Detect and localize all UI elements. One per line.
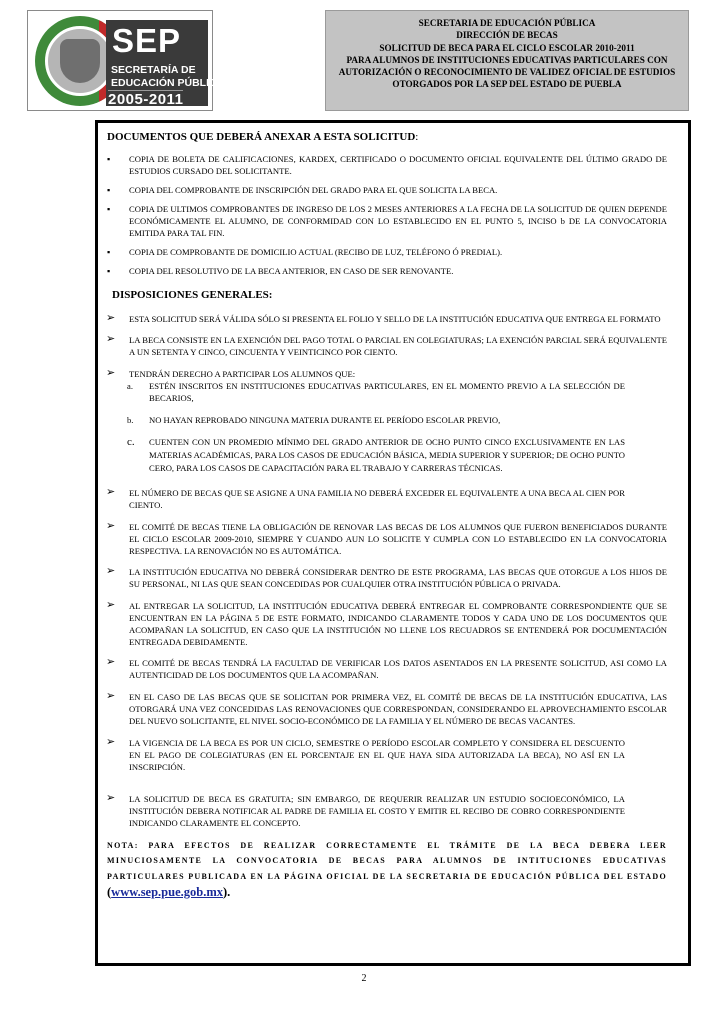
arrow-bullet-icon: ➢ [106, 366, 116, 379]
logo-acronym: SEP [112, 22, 182, 59]
sep-logo [27, 10, 225, 111]
arrow-bullet-icon: ➢ [106, 332, 116, 345]
sub-list-item: a. ESTÉN INSCRITOS EN INSTITUCIONES EDUCATIVAS PARTICULARES, EN EL MOMENTO PREVIO A LA SELECCIÓN DE BECARIOS, [127, 381, 625, 403]
list-item: ➢ EL NÚMERO DE BECAS QUE SE ASIGNE A UNA FAMILIA NO DEBERÁ EXCEDER EL EQUIVALENTE A UNA BECA AL CIEN POR CIENTO. [106, 485, 625, 510]
header-line: DIRECCIÓN DE BECAS [456, 30, 558, 41]
list-item: ➢ EN EL CASO DE LAS BECAS QUE SE SOLICITAN POR PRIMERA VEZ, EL COMITÉ DE BECAS DE LA INSTITUCIÓN EDUCATIVA, LAS OTORGARÁ UNA VEZ CONCEDIDAS LAS RENOVACIONES QUE CORRESPONDAN, CONSIDERANDO EL APROVECHAMIENTO ESCOLAR DEL NUEVO SOLICITANTE, EL NIVEL SOCIO-ECONÓMICO DE LA FAMILIA Y EL NÚMERO DE BECAS VACANTES. [106, 689, 667, 726]
page-number: 2 [361, 973, 367, 984]
list-item: ▪ COPIA DEL COMPROBANTE DE INSCRIPCIÓN DEL GRADO PARA EL QUE SOLICITA LA BECA. [107, 185, 498, 195]
square-bullet-icon: ▪ [107, 204, 111, 214]
list-item: ➢ EL COMITÉ DE BECAS TENDRÁ LA FACULTAD DE VERIFICAR LOS DATOS ASENTADOS EN LA PRESENTE SOLICITUD, ASI COMO LA AUTENTICIDAD DE LOS DOCUMENTOS QUE LA ACOMPAÑAN. [106, 655, 667, 680]
list-item: ▪ COPIA DE ULTIMOS COMPROBANTES DE INGRESO DE LOS 2 MESES ANTERIORES A LA FECHA DE LA SOLICITUD DE QUIEN DEPENDE ECONÓMICAMENTE EL ALUMNO, DE CONFORMIDAD CON LO ESTABLECIDO EN EL PUNTO 5, INCISO b DE LA CONVOCATORIA EMITIDA PARA TAL FIN. [107, 204, 667, 238]
logo-line-2: EDUCACIÓN PÚBLICA [111, 77, 225, 89]
header-line: PARA ALUMNOS DE INSTITUCIONES EDUCATIVAS PARTICULARES CON [346, 54, 668, 65]
list-item: ➢ ESTA SOLICITUD SERÁ VÁLIDA SÓLO SI PRESENTA EL FOLIO Y SELLO DE LA INSTITUCIÓN EDUCATIVA QUE ENTREGA EL FORMATO [106, 311, 661, 324]
arrow-bullet-icon: ➢ [106, 735, 116, 748]
sub-list-item: c. CUENTEN CON UN PROMEDIO MÍNIMO DEL GRADO ANTERIOR DE OCHO PUNTO CINCO EXCLUSIVAMENTE EN LAS MATERIAS ACADÉMICAS, PARA LOS CASOS DE EDUCACIÓN BÁSICA, MEDIA SUPERIOR Y SUPERIOR; DE OCHO PUNTO CERO, PARA LOS CASOS DE CAPACITACIÓN PARA EL TRABAJO Y CARRERAS TÉCNICAS. [127, 436, 625, 473]
list-item: ➢ AL ENTREGAR LA SOLICITUD, LA INSTITUCIÓN EDUCATIVA DEBERÁ ENTREGAR EL COMPROBANTE CORRESPONDIENTE QUE SE ENCUENTRAN EN LA PÁGINA 5 DE ESTE FORMATO, INDICANDO CLARAMENTE TODOS Y CADA UNO DE LOS DOCUMENTOS QUE ACOMPAÑAN LA SOLICITUD, EN CASO QUE LA INSTITUCIÓN NO LLENE LOS RECUADROS SE ENTENDERÁ POR DOCUMENTACIÓN ENTREGADA DEBIDAMENTE. [106, 598, 667, 647]
list-item: ➢ LA BECA CONSISTE EN LA EXENCIÓN DEL PAGO TOTAL O PARCIAL EN COLEGIATURAS; LA EXENCIÓN PARCIAL SERÁ EQUIVALENTE A UN SETENTA Y CINCO, CINCUENTA Y VEINTICINCO POR CIENTO. [106, 332, 667, 357]
arrow-bullet-icon: ➢ [106, 564, 116, 577]
logo-line-1: SECRETARÍA DE [111, 64, 196, 76]
list-item: ➢ LA VIGENCIA DE LA BECA ES POR UN CICLO, SEMESTRE O PERÍODO ESCOLAR COMPLETO Y CONSIDERA EL DESCUENTO EN EL PAGO DE COLEGIATURAS (EN EL PORCENTAJE EN EL QUE HAYA SIDA AUTORIZADA LA BECA), NO ASÍ EN LA INSCRIPCIÓN. [106, 735, 625, 772]
document-header [325, 10, 689, 111]
documents-title: DOCUMENTOS QUE DEBERÁ ANEXAR A ESTA SOLICITUD: [107, 131, 419, 143]
list-item: ➢ LA SOLICITUD DE BECA ES GRATUITA; SIN EMBARGO, DE REQUERIR REALIZAR UN ESTUDIO SOCIOECONÓMICO, LA INSTITUCIÓN DEBERA NOTIFICAR AL PADRE DE FAMILIA EL COSTO Y EMITIR EL RECIBO DE COBRO CORRESPONDIENTE INDICANDO CLARAMENTE EL CONCEPTO. [106, 791, 625, 828]
arrow-bullet-icon: ➢ [106, 519, 116, 532]
sep-wordmark [106, 20, 225, 108]
square-bullet-icon: ▪ [107, 185, 111, 195]
logo-years: 2005-2011 [108, 91, 184, 108]
note-paragraph: NOTA: PARA EFECTOS DE REALIZAR CORRECTAMENTE EL TRÁMITE DE LA BECA DEBERA LEER MINUCIOSAMENTE LA CONVOCATORIA DE BECAS PARA ALUMNOS DE INTITUCIONES EDUCATIVAS PARTICULARES PUBLICADA EN LA PÁGINA OFICIAL DE LA SECRETARIA DE EDUCACIÓN PÚBLICA DEL ESTADO (www.sep.pue.gob.mx). [107, 841, 667, 899]
arrow-bullet-icon: ➢ [106, 791, 116, 804]
arrow-bullet-icon: ➢ [106, 485, 116, 498]
square-bullet-icon: ▪ [107, 247, 111, 257]
sub-list-item: b. NO HAYAN REPROBADO NINGUNA MATERIA DURANTE EL PERÍODO ESCOLAR PREVIO, [127, 415, 501, 425]
sep-website-link[interactable]: www.sep.pue.gob.mx [111, 884, 223, 899]
main-content [107, 124, 667, 901]
arrow-bullet-icon: ➢ [106, 655, 116, 668]
header-line: SECRETARIA DE EDUCACIÓN PÚBLICA [418, 18, 596, 28]
arrow-bullet-icon: ➢ [106, 689, 116, 702]
header-line: OTORGADOS POR LA SEP DEL ESTADO DE PUEBLA [392, 79, 622, 90]
list-item: ➢ LA INSTITUCIÓN EDUCATIVA NO DEBERÁ CONSIDERAR DENTRO DE ESTE PROGRAMA, LAS BECAS QUE OTORGUE A LOS HIJOS DE SU PERSONAL, NI LAS QUE SEAN CONCEDIDAS POR CUALQUIER OTRA INSTITUCIÓN PÚBLICA O PRIVADA. [106, 564, 667, 589]
list-item: ▪ COPIA DEL RESOLUTIVO DE LA BECA ANTERIOR, EN CASO DE SER RENOVANTE. [107, 266, 454, 276]
arrow-bullet-icon: ➢ [106, 598, 116, 611]
square-bullet-icon: ▪ [107, 266, 111, 276]
list-item: ➢ TENDRÁN DERECHO A PARTICIPAR LOS ALUMNOS QUE: [106, 366, 356, 379]
header-line: SOLICITUD DE BECA PARA EL CICLO ESCOLAR 2010-2011 [379, 42, 635, 53]
arrow-bullet-icon: ➢ [106, 311, 116, 324]
header-line: AUTORIZACIÓN O RECONOCIMIENTO DE VALIDEZ OFICIAL DE ESTUDIOS [338, 67, 676, 78]
square-bullet-icon: ▪ [107, 154, 111, 164]
list-item: ▪ COPIA DE COMPROBANTE DE DOMICILIO ACTUAL (RECIBO DE LUZ, TELÉFONO Ó PREDIAL). [107, 247, 503, 257]
list-item: ➢ EL COMITÉ DE BECAS TIENE LA OBLIGACIÓN DE RENOVAR LAS BECAS DE LOS ALUMNOS QUE FUERON BENEFICIADOS DURANTE EL CICLO ESCOLAR 2009-2010, SIEMPRE Y CUANDO AUN LO SOLICITE Y CUMPLA CON LO ESTABLECIDO EN LA CONVOCATORIA RESPECTIVA. LA RENOVACIÓN NO ES AUTOMÁTICA. [106, 519, 667, 556]
general-provisions-title: DISPOSICIONES GENERALES: [112, 289, 273, 301]
list-item: ▪ COPIA DE BOLETA DE CALIFICACIONES, KARDEX, CERTIFICADO O DOCUMENTO OFICIAL EQUIVALENTE DEL ÚLTIMO GRADO DE ESTUDIOS CURSADO DEL SOLICITANTE. [107, 154, 667, 176]
